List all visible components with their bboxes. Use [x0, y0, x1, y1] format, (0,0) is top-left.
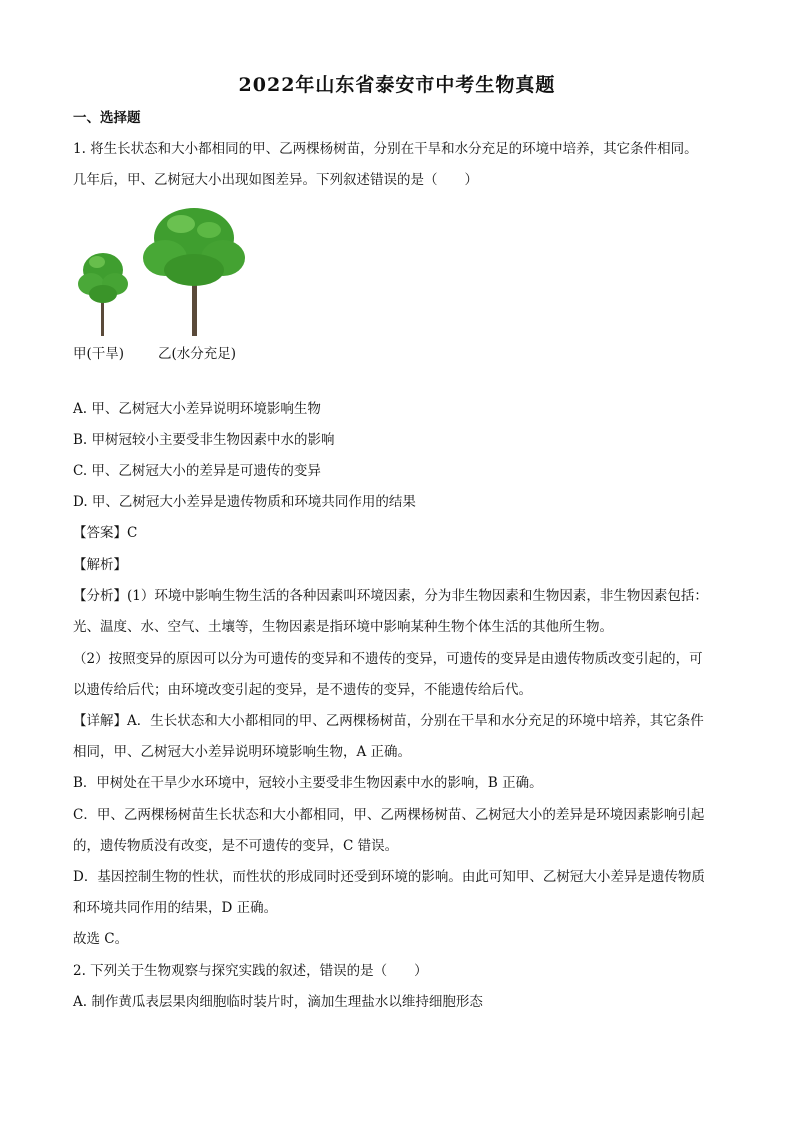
section-heading: 一、选择题: [73, 110, 141, 126]
figure-caption-yi: 乙(水分充足): [158, 346, 237, 362]
analysis-line: （2）按照变异的原因可以分为可遗传的变异和不遗传的变异，可遗传的变异是由遗传物质改变引起的，可: [73, 651, 703, 667]
analysis-line: 光、温度、水、空气、土壤等，生物因素是指环境中影响某种生物个体生活的其他所生物。: [73, 619, 613, 635]
analysis-line: 相同，甲、乙树冠大小差异说明环境影响生物，A 正确。: [73, 744, 412, 760]
analysis-line: B．甲树处在干旱少水环境中，冠较小主要受非生物因素中水的影响，B 正确。: [73, 775, 543, 791]
q2-stem: 2. 下列关于生物观察与探究实践的叙述，错误的是（ ）: [73, 963, 428, 979]
tree-jia-figure: [75, 244, 131, 338]
q1-stem-line-2: 几年后，甲、乙树冠大小出现如图差异。下列叙述错误的是（ ）: [73, 172, 478, 188]
q1-option-a: A. 甲、乙树冠大小差异说明环境影响生物: [73, 401, 321, 417]
q2-option-a: A. 制作黄瓜表层果肉细胞临时装片时，滴加生理盐水以维持细胞形态: [73, 994, 483, 1010]
page-title: 2022年山东省泰安市中考生物真题: [238, 74, 556, 96]
q1-analysis-label: 【解析】: [73, 557, 127, 573]
q1-option-b: B. 甲树冠较小主要受非生物因素中水的影响: [73, 432, 335, 448]
figure-caption-jia: 甲(干旱): [73, 346, 125, 362]
analysis-line: 和环境共同作用的结果，D 正确。: [73, 900, 278, 916]
analysis-line: 的，遗传物质没有改变，是不可遗传的变异，C 错误。: [73, 838, 399, 854]
analysis-line: C．甲、乙两棵杨树苗生长状态和大小都相同，甲、乙两棵杨树苗、乙树冠大小的差异是环境因素影响引起: [73, 807, 705, 823]
analysis-line: 【分析】(1）环境中影响生物生活的各种因素叫环境因素，分为非生物因素和生物因素，非生物因素包括：: [73, 588, 708, 604]
analysis-line: D．基因控制生物的性状，而性状的形成同时还受到环境的影响。由此可知甲、乙树冠大小差异是遗传物质: [73, 869, 705, 885]
analysis-line: 【详解】A．生长状态和大小都相同的甲、乙两棵杨树苗，分别在干旱和水分充足的环境中培养，其它条件: [73, 713, 704, 729]
q1-stem-line-1: 1. 将生长状态和大小都相同的甲、乙两棵杨树苗，分别在干旱和水分充足的环境中培养，其它条件相同。: [73, 141, 698, 157]
q1-option-c: C. 甲、乙树冠大小的差异是可遗传的变异: [73, 463, 321, 479]
q1-answer: 【答案】C: [73, 525, 138, 541]
analysis-line: 故选 C。: [73, 931, 129, 947]
analysis-line: 以遗传给后代；由环境改变引起的变异，是不遗传的变异，不能遗传给后代。: [73, 682, 532, 698]
q1-option-d: D. 甲、乙树冠大小差异是遗传物质和环境共同作用的结果: [73, 494, 416, 510]
tree-yi-figure: [141, 204, 247, 338]
